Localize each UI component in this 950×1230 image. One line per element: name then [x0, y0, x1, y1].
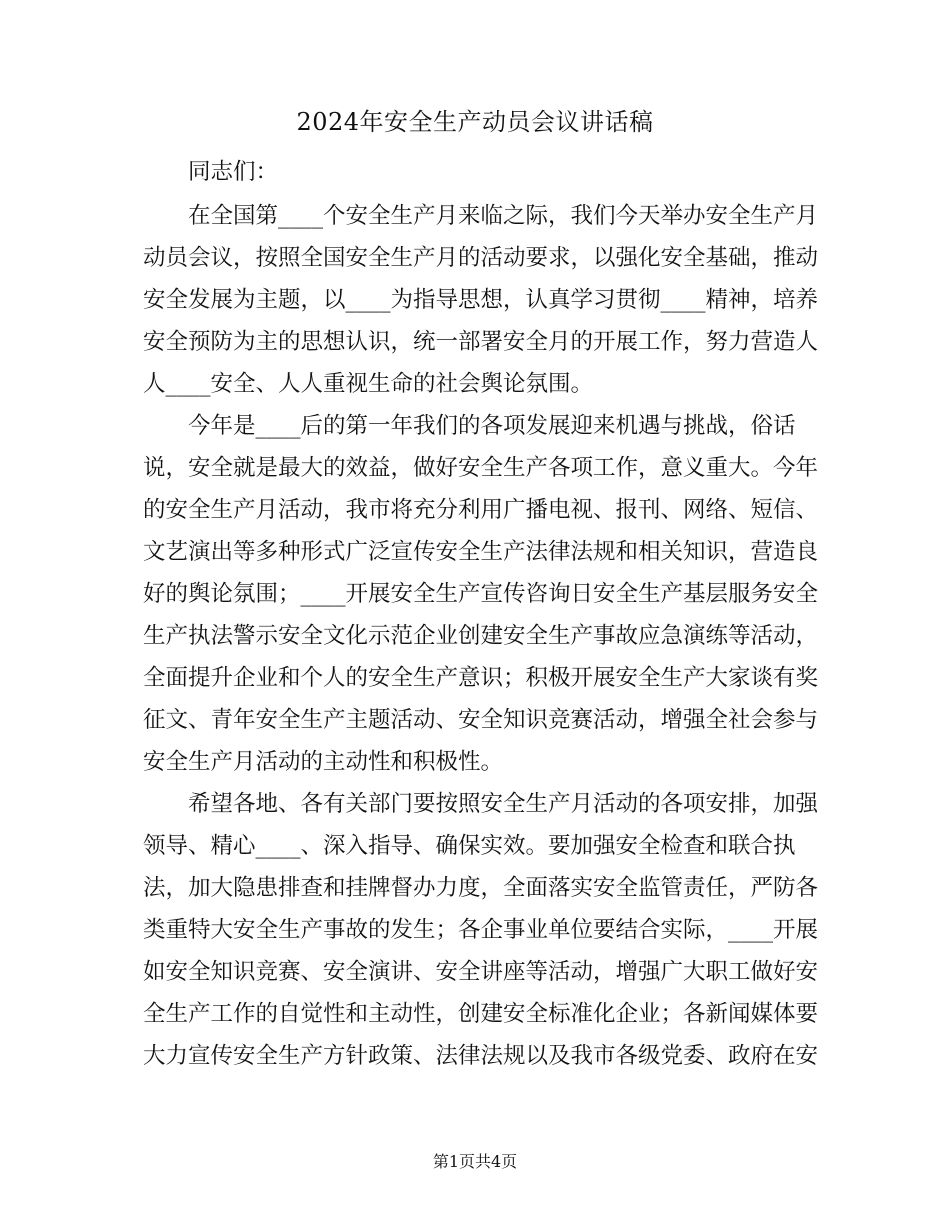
- page-title: 2024年安全生产动员会议讲话稿: [296, 108, 654, 136]
- paragraph-line: 的安全生产月活动，我市将充分利用广播电视、报刊、网络、短信、: [143, 497, 819, 523]
- paragraph-line: 安全发展为主题，以____为指导思想，认真学习贯彻____精神，培养: [143, 287, 819, 313]
- paragraph-line: 生产执法警示安全文化示范企业创建安全生产事故应急演练等活动，: [143, 623, 819, 649]
- paragraph-line: 如安全知识竞赛、安全演讲、安全讲座等活动，增强广大职工做好安: [143, 959, 819, 985]
- paragraph-line: 法，加大隐患排查和挂牌督办力度，全面落实安全监管责任，严防各: [143, 875, 819, 901]
- paragraph-line: 好的舆论氛围；____开展安全生产宣传咨询日安全生产基层服务安全: [143, 581, 819, 607]
- paragraph-line: 类重特大安全生产事故的发生；各企事业单位要结合实际，____开展: [143, 917, 819, 943]
- paragraph-line: 征文、青年安全生产主题活动、安全知识竞赛活动，增强全社会参与: [143, 707, 819, 733]
- paragraph-line: 安全生产月活动的主动性和积极性。: [143, 749, 504, 775]
- paragraph-line: 说，安全就是最大的效益，做好安全生产各项工作，意义重大。今年: [143, 455, 819, 481]
- paragraph-line: 动员会议，按照全国安全生产月的活动要求，以强化安全基础，推动: [143, 245, 819, 271]
- paragraph-line: 今年是____后的第一年我们的各项发展迎来机遇与挑战，俗话: [188, 413, 796, 439]
- page-number: 第1页共4页: [432, 1152, 518, 1171]
- paragraph-line: 大力宣传安全生产方针政策、法律法规以及我市各级党委、政府在安: [143, 1043, 819, 1069]
- paragraph-line: 全生产工作的自觉性和主动性，创建安全标准化企业；各新闻媒体要: [143, 1001, 819, 1027]
- paragraph-line: 领导、精心____、深入指导、确保实效。要加强安全检查和联合执: [143, 833, 796, 859]
- paragraph-line: 安全预防为主的思想认识，统一部署安全月的开展工作，努力营造人: [143, 329, 819, 355]
- paragraph-line: 在全国第____个安全生产月来临之际，我们今天举办安全生产月: [188, 203, 819, 229]
- salutation: 同志们：: [188, 159, 279, 185]
- paragraph-line: 希望各地、各有关部门要按照安全生产月活动的各项安排，加强: [188, 791, 819, 817]
- paragraph-line: 文艺演出等多种形式广泛宣传安全生产法律法规和相关知识，营造良: [143, 539, 819, 565]
- paragraph-line: 人____安全、人人重视生命的社会舆论氛围。: [143, 371, 594, 397]
- paragraph-line: 全面提升企业和个人的安全生产意识；积极开展安全生产大家谈有奖: [143, 665, 819, 691]
